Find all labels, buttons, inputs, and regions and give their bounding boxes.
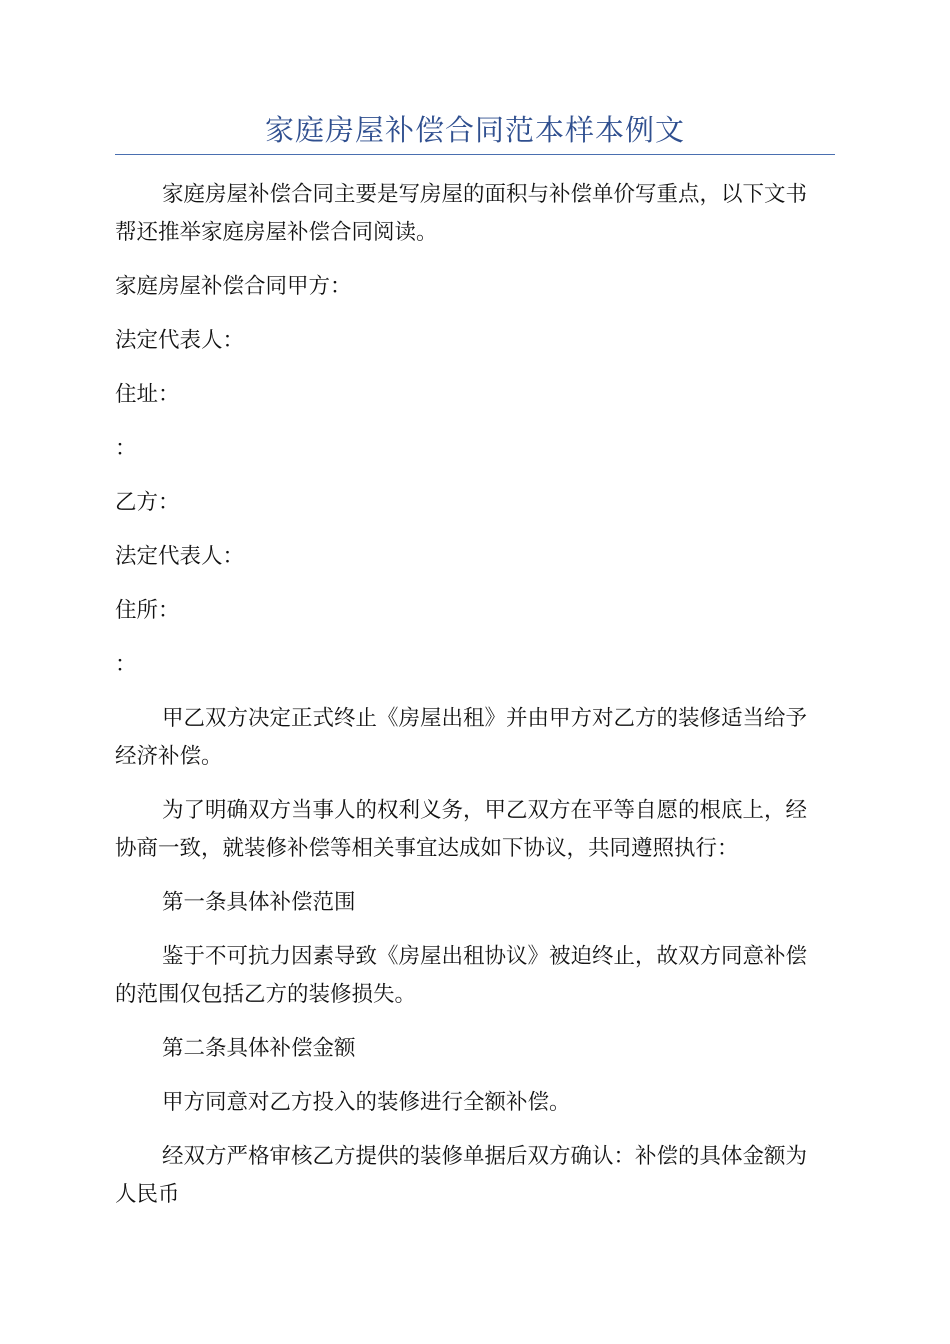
intro-paragraph: [115, 176, 835, 252]
blank-a-label: ：: [115, 436, 137, 461]
legal-rep-b-label: 法定代表人：: [115, 544, 245, 569]
article1-heading: 第一条具体补偿范围: [162, 890, 356, 915]
terminate-line-1: 甲乙双方决定正式终止《房屋出租》并由甲方对乙方的装修适当给予: [162, 706, 808, 731]
address-a-label: 住址：: [115, 382, 180, 407]
blank-b-label: ：: [115, 652, 137, 677]
terminate-line-2: 经济补偿。: [115, 744, 223, 769]
purpose-line-2: 协商一致，就装修补偿等相关事宜达成如下协议，共同遵照执行：: [115, 836, 739, 861]
party-a-label: 家庭房屋补偿合同甲方：: [115, 274, 352, 299]
legal-rep-a-label: 法定代表人：: [115, 328, 245, 353]
intro-line-1: 家庭房屋补偿合同主要是写房屋的面积与补偿单价写重点，以下文书: [162, 182, 808, 207]
purpose-line-1: 为了明确双方当事人的权利义务，甲乙双方在平等自愿的根底上，经: [162, 798, 808, 823]
article1-line-1: 鉴于不可抗力因素导致《房屋出租协议》被迫终止，故双方同意补偿: [162, 944, 808, 969]
article2-amount-paragraph: [115, 1138, 835, 1214]
purpose-paragraph: [115, 792, 835, 868]
amount-line-1: 经双方严格审核乙方提供的装修单据后双方确认：补偿的具体金额为: [162, 1144, 808, 1169]
article2-heading: 第二条具体补偿金额: [162, 1036, 356, 1061]
title-underline: [115, 154, 835, 155]
article2-body: 甲方同意对乙方投入的装修进行全额补偿。: [162, 1090, 571, 1115]
intro-line-2: 帮还推举家庭房屋补偿合同阅读。: [115, 220, 438, 245]
article1-line-2: 的范围仅包括乙方的装修损失。: [115, 982, 417, 1007]
terminate-paragraph: [115, 700, 835, 776]
amount-line-2: 人民币: [115, 1182, 180, 1207]
address-b-label: 住所：: [115, 598, 180, 623]
party-b-label: 乙方：: [115, 490, 180, 515]
document-title: 家庭房屋补偿合同范本样本例文: [264, 113, 685, 147]
article1-body: [115, 938, 835, 1014]
